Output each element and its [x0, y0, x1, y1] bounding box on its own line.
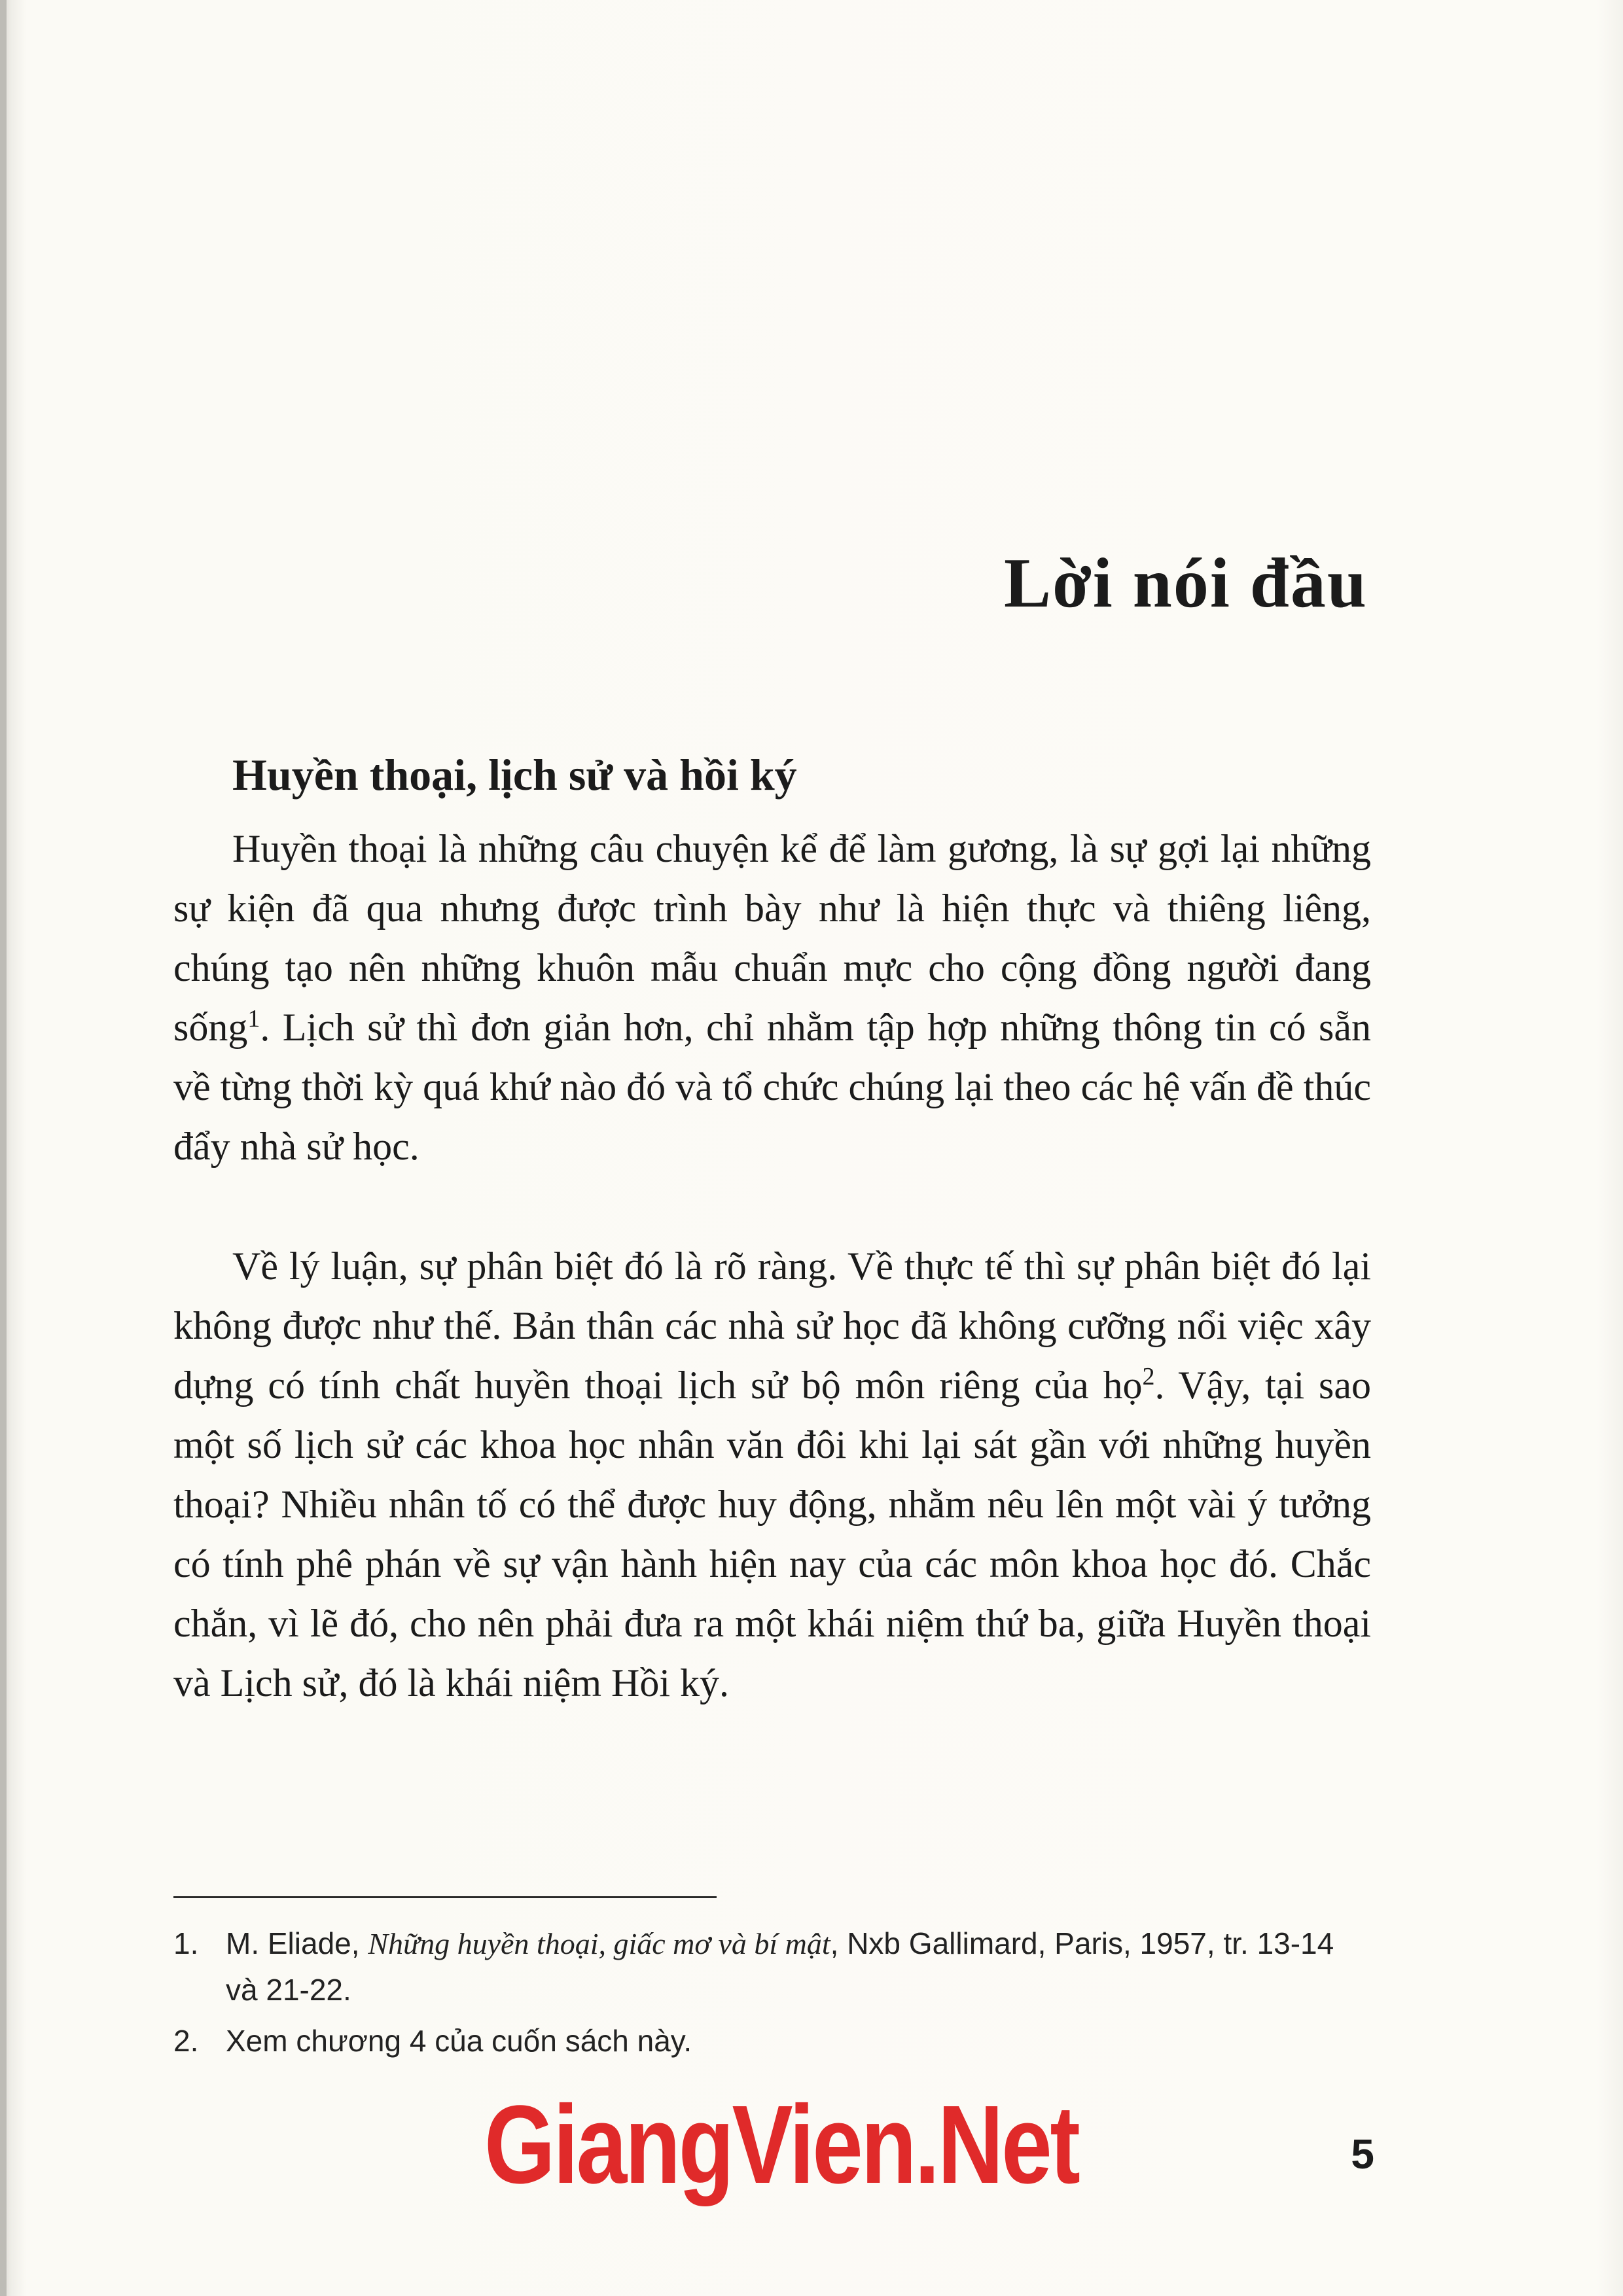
footnote-author: M. Eliade, — [226, 1926, 368, 1960]
page-spine-shadow — [0, 0, 7, 2296]
paragraph-text: Huyền thoại là những câu chuyện kể để làm gương, là sự gợi lại những sự kiện đã qua nhưng được trình bày như là hiện thực và thiêng liêng, chúng tạo nên những khuôn mẫu chuẩn mực cho cộng đồng người đang sống — [173, 827, 1371, 1049]
footnote-citation: , Nxb Gallimard, Paris, 1957, tr. 13-14 và 21-22. — [226, 1926, 1334, 2007]
paragraph-text: . Vậy, tại sao một số lịch sử các khoa học nhân văn đôi khi lại sát gần với những huyền thoại? Nhiều nhân tố có thể được huy động, nhằm nêu lên một vài ý tưởng có tính phê phán về sự vận hành hiện nay của các môn khoa học đó. Chắc chắn, vì lẽ đó, cho nên phải đưa ra một khái niệm thứ ba, giữa Huyền thoại và Lịch sử, đó là khái niệm Hồi ký. — [173, 1364, 1371, 1704]
footnote-book-title: Những huyền thoại, giấc mơ và bí mật — [368, 1927, 830, 1960]
footnote-number: 2. — [173, 2024, 199, 2058]
paragraph-text: Về lý luận, sự phân biệt đó là rõ ràng. Về thực tế thì sự phân biệt đó lại không được như thế. Bản thân các nhà sử học đã không cưỡng nổi việc xây dựng có tính chất huyền thoại lịch sử bộ môn riêng của họ — [173, 1245, 1371, 1407]
footnote-reference: 2 — [1142, 1363, 1155, 1390]
body-paragraph — [173, 1237, 1371, 1713]
watermark-logo: GiangVien.Net — [484, 2083, 1079, 2207]
footnotes — [173, 1920, 1371, 2069]
footnote-reference: 1 — [247, 1005, 260, 1033]
footnote-divider — [173, 1896, 717, 1898]
body-paragraph — [173, 819, 1371, 1176]
footnote-text — [226, 1920, 1371, 2013]
chapter-title: Lời nói đầu — [1003, 544, 1368, 622]
section-heading: Huyền thoại, lịch sử và hồi ký — [232, 750, 797, 800]
footnote-number: 1. — [173, 1926, 199, 1960]
paragraph-text: . Lịch sử thì đơn giản hơn, chỉ nhằm tập hợp những thông tin có sẵn về từng thời kỳ quá khứ nào đó và tổ chức chúng lại theo các hệ vấn đề thúc đẩy nhà sử học. — [173, 1006, 1371, 1168]
footnote-text: Xem chương 4 của cuốn sách này. — [226, 2024, 692, 2058]
footnote-item — [173, 1920, 1371, 2013]
page-number: 5 — [1351, 2130, 1374, 2178]
footnote-item — [173, 2018, 1371, 2064]
